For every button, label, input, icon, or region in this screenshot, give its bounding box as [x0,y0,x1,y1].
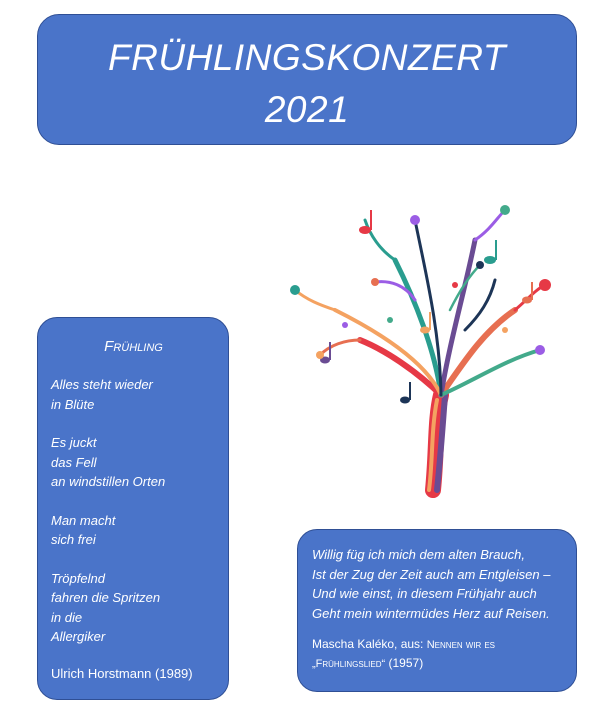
poem-line: Allergiker [51,629,106,644]
poem-stanza [51,511,228,550]
poem-stanza [51,375,228,414]
poem-line: Tröpfelnd [51,570,105,586]
quote-source-prefix: Mascha Kaléko, aus: [312,637,427,651]
poem-stanza [51,569,228,647]
title-banner [37,14,577,145]
poem-line: das Fell [51,454,97,470]
quote-source-title-1: Nennen wir es [426,639,496,651]
poem-line: in Blüte [51,396,95,412]
poem-line: in die [51,609,83,625]
poem-author: Ulrich Horstmann (1989) [51,665,193,681]
poem-card [37,317,229,700]
poem-line: Alles steht wieder [51,377,153,392]
poem-line: an windstillen Orten [51,474,166,489]
poem-title: Frühling [104,338,163,355]
quote-source [312,635,576,673]
quote-card [297,529,577,692]
poem-line: Man macht [51,512,116,528]
quote-source-year: (1957) [385,656,424,670]
quote-line: Geht mein wintermüdes Herz auf Reisen. [312,605,550,621]
quote-line: Und wie einst, in diesem Frühjahr auch [312,586,537,601]
music-tree-illustration [265,190,565,500]
poem-stanza [51,433,228,492]
title-line-1: FRÜHLINGSKONZERT [108,37,506,78]
poem-line: Es juckt [51,435,97,450]
title-line-2: 2021 [264,89,350,130]
quote-source-title-2: „Frühlingslied“ [312,658,386,670]
poem-line: sich frei [51,532,96,547]
quote-line: Willig füg ich mich dem alten Brauch, [312,547,526,562]
quote-line: Ist der Zug der Zeit auch am Entgleisen – [312,566,551,582]
poem-line: fahren die Spritzen [51,590,161,605]
